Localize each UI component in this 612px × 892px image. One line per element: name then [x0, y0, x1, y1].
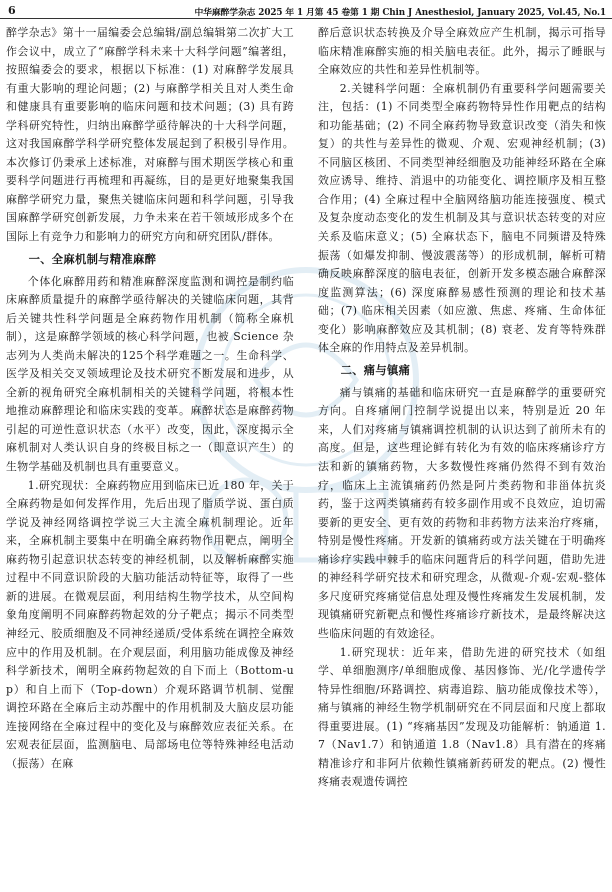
continued-paragraph: 醉后意识状态转换及介导全麻效应产生机制，揭示可指导临床精准麻醉实施的相关脑电表征。此外，揭示了睡眠与全麻效应的共性和差异性机制等。 [318, 26, 606, 77]
section-heading-general-anesthesia: 一、全麻机制与精准麻醉 [28, 252, 157, 266]
running-header [0, 2, 612, 19]
section1-paragraph-2: 1.研究现状：全麻药物应用到临床已近 180 年，关于全麻药物是如何发挥作用，先后出现了脂质学说、蛋白质学说及神经网络调控学说三大主流全麻机制理论。近年来，全麻机制主要集中在明确全麻药物作用靶点，阐明全麻药物引起意识状态转变的神经机制，以及解析麻醉实施过程中不同意识阶段的大脑功能活动特征等，取得了一些新的进展。在微观层面，利用结构生物学技术，从空间构象角度阐明不同麻醉药物起效的分子靶点；揭示不同类型神经元、胶质细胞及不同神经递质/受体系统在调控全麻效应中的作用及机制。在介观层面，利用脑功能成像及神经科学新技术，阐明全麻药物起效的自下而上（Bottom-up）和自上而下（Top-down）介观环路调节机制、觉醒调控环路在全麻后主动苏醒中的作用机制及大脑皮层功能连接网络在全麻过程中的变化及与麻醉效应表征关系。在宏观表征层面，监测脑电、局部场电位等特殊神经电活动（振荡）在麻 [6, 478, 294, 770]
journal-citation-line: 中华麻醉学杂志 2025 年 1 月第 45 卷第 1 期 Chin J Anesthesiol, January 2025, Vol.45, No.1 [194, 8, 606, 18]
section2-paragraph-1: 痛与镇痛的基础和临床研究一直是麻醉学的重要研究方向。自疼痛闸门控制学说提出以来，特别是近 20 年来，人们对疼痛与镇痛调控机制的认识达到了前所未有的高度。但是，这些理论鲜有转化为有效的临床疼痛诊疗方法和新的镇痛药物，大多数慢性疼痛仍然得不到有效治疗，临床上主流镇痛药仍然是阿片类药物和非甾体抗炎药，鉴于这两类镇痛药有较多副作用或不良效应，迫切需要新的更安全、更有效的药物和非药物方法来治疗疼痛，特别是慢性疼痛。开发新的镇痛药或方法关键在于明确疼痛诊疗实践中棘手的临床问题背后的科学问题，借助先进的神经科学研究技术和研究理念，从微观-介观-宏观-整体多尺度研究疼痛觉信息处理及慢性疼痛发生发展机制，发现镇痛研究新靶点和慢性疼痛诊疗新技术，是最终解决这些临床问题的有效途径。 [318, 385, 606, 640]
key-scientific-questions-paragraph: 2.关键科学问题：全麻机制仍有重要科学问题需要关注，包括：(1) 不同类型全麻药物特异性作用靶点的结构和功能基础；(2) 不同全麻药物导致意识改变（消失和恢复）的共性与差异性的微观、介观、宏观神经机制；(3) 不同脑区核团、不同类型神经细胞及功能神经环路在全麻效应诱导、维持、消退中的功能变化、调控顺序及相互整合作用；(4) 全麻过程中全脑网络脑功能连接强度、模式及复杂度动态变化的发生机制及其与意识状态转变的对应关系及临床意义；(5) 全麻状态下，脑电不同频谱及特殊振荡（如爆发抑制、慢波震荡等）的形成机制，解析可精确反映麻醉深度的脑电表征，创新开发多模态融合麻醉深度监测算法；(6) 深度麻醉易感性预测的理论和技术基础；(7) 临床相关因素（如应激、焦虑、疼痛、生命体征变化）影响麻醉效应及其机制；(8) 衰老、发育等特殊群体全麻的作用特点及差异机制。 [318, 81, 606, 355]
section-heading-pain-analgesia: 二、痛与镇痛 [340, 363, 411, 377]
page-number: 6 [8, 4, 16, 17]
right-column [318, 24, 606, 792]
left-column [6, 24, 294, 773]
section1-paragraph-1: 个体化麻醉用药和精准麻醉深度监测和调控是制约临床麻醉质量提升的麻醉学亟待解决的关键临床问题，其背后关键共性科学问题是全麻药物作用机制（简称全麻机制），这是麻醉学领域的核心科学问题，也被 Science 杂志列为人类尚未解决的125个科学难题之一。生命科学、医学及相关交叉领域理论及技术研究不断发展和进步，从全新的视角研究全麻机制相关的关键科学问题，将根本性地推动麻醉理论和临床实践的变革。麻醉状态是麻醉药物引起的可逆性意识状态（水平）改变，因此，深度揭示全麻机制对人类认识自身的终极目标之一（即意识产生）的生物学基础及机制也具有重要意义。 [6, 274, 294, 474]
intro-paragraph: 醉学杂志》第十一届编委会总编辑/副总编辑第二次扩大工作会议中，成立了“麻醉学科未来十大科学问题”编著组，按照编委会的要求，根据以下标准：(1) 对麻醉学发展具有重大影响的理论问题；(2) 与麻醉学相关且对人类生命和健康具有重要影响的临床问题和技术问题；(3) 具有跨学科研究特性，归纳出麻醉学亟待解决的十大科学问题，这对我国麻醉学科学研究整体发展起到了积极引导作用。本次修订仍秉承上述标准，对麻醉与围术期医学核心和重要科学问题进行再梳理和再凝练，目的是更好地聚集我国麻醉学研究力量，聚焦关键临床问题和科学问题，引导我国麻醉学研究创新发展，力争未来在若干领域形成多个在国际上有竞争力和影响力的研究方向和研究团队/群体。 [6, 26, 294, 244]
header-rule [0, 18, 612, 19]
section2-paragraph-2: 1.研究现状：近年来，借助先进的研究技术（如组学、单细胞测序/单细胞成像、基因修饰、光/化学遗传学特异性细胞/环路调控、病毒追踪、脑功能成像技术等），痛与镇痛的神经生物学机制研究在不同层面和尺度上都取得重要进展。(1) “疼痛基因”发现及功能解析：钠通道 1.7（Nav1.7）和钠通道 1.8（Nav1.8）具有潜在的疼痛精准诊疗和非阿片依赖性镇痛新药研发的靶点。(2) 慢性疼痛表观遗传调控 [318, 645, 606, 789]
